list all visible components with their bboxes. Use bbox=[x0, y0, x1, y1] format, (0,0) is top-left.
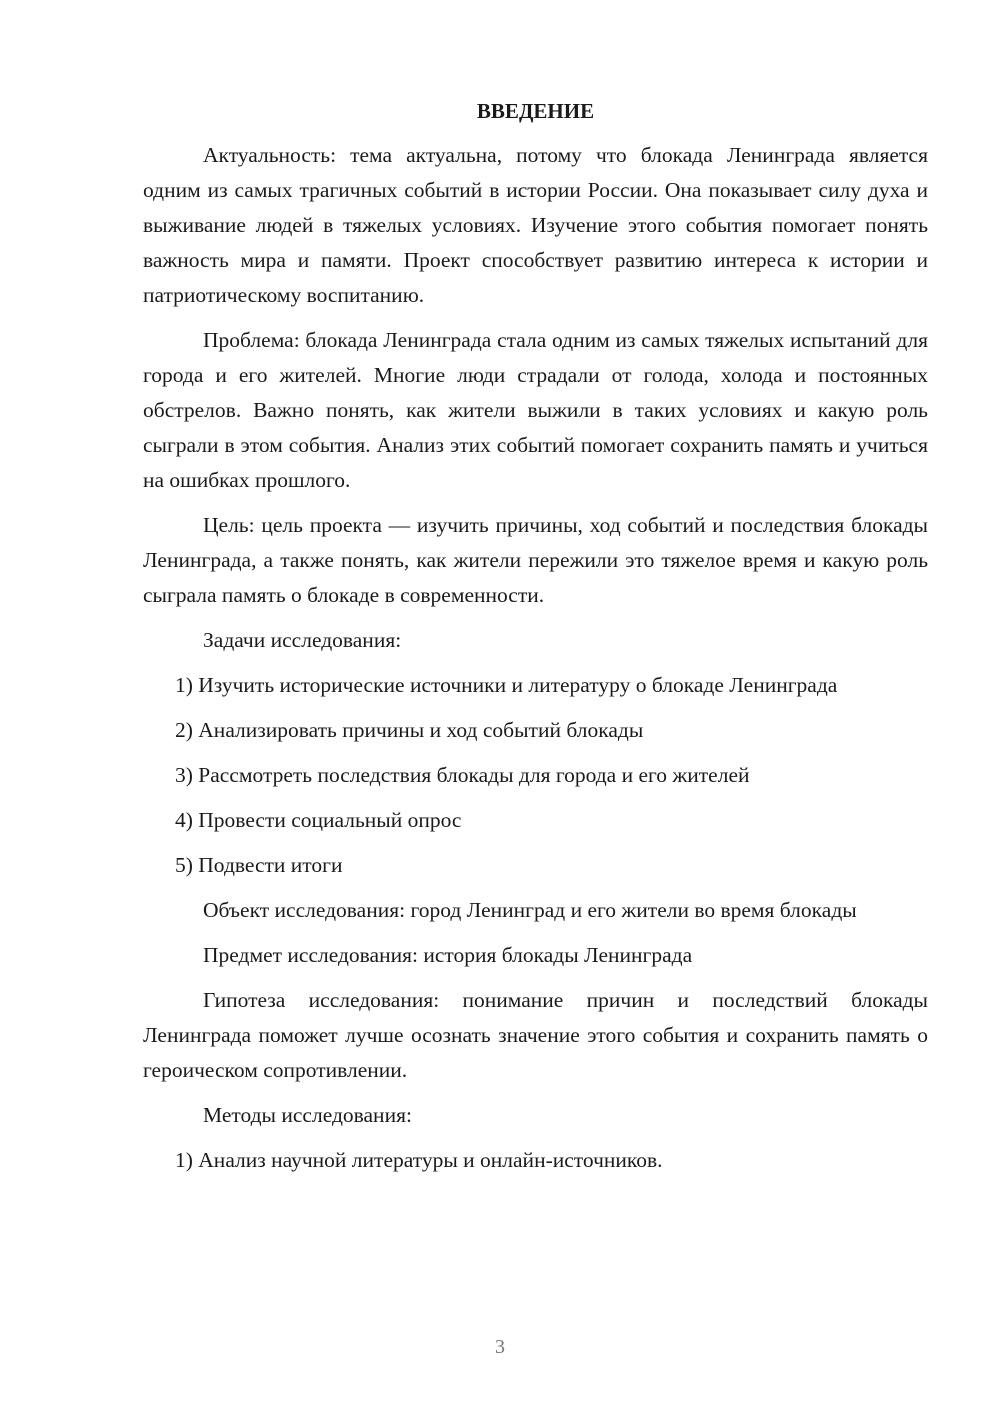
hypothesis-paragraph: Гипотеза исследования: понимание причин и последствий блокады Ленинграда поможет лучше осознать значение этого события и сохранить память о героическом сопротивлении. bbox=[143, 988, 928, 1082]
methods-heading: Методы исследования: bbox=[203, 1103, 412, 1127]
method-item: 1) Анализ научной литературы и онлайн-источников. bbox=[175, 1148, 663, 1172]
relevance-paragraph: Актуальность: тема актуальна, потому что блокада Ленинграда является одним из самых трагичных событий в истории России. Она показывает силу духа и выживание людей в тяжелых условиях. Изучение этого события помогает понять важность мира и памяти. Проект способствует развитию интереса к истории и патриотическому воспитанию. bbox=[143, 143, 928, 307]
page-number: 3 bbox=[495, 1336, 505, 1358]
subject-paragraph: Предмет исследования: история блокады Ленинграда bbox=[203, 943, 693, 967]
task-item: 2) Анализировать причины и ход событий блокады bbox=[175, 718, 644, 742]
task-item: 3) Рассмотреть последствия блокады для города и его жителей bbox=[175, 763, 750, 787]
goal-paragraph: Цель: цель проекта — изучить причины, ход событий и последствия блокады Ленинграда, а также понять, как жители пережили это тяжелое время и какую роль сыграла память о блокаде в современности. bbox=[143, 513, 928, 607]
task-item: 4) Провести социальный опрос bbox=[175, 808, 462, 832]
task-item: 1) Изучить исторические источники и литературу о блокаде Ленинграда bbox=[175, 673, 838, 697]
object-paragraph: Объект исследования: город Ленинград и его жители во время блокады bbox=[203, 898, 857, 922]
problem-paragraph: Проблема: блокада Ленинграда стала одним из самых тяжелых испытаний для города и его жителей. Многие люди страдали от голода, холода и постоянных обстрелов. Важно понять, как жители выжили в таких условиях и какую роль сыграли в этом события. Анализ этих событий помогает сохранить память и учиться на ошибках прошлого. bbox=[143, 328, 928, 492]
task-item: 5) Подвести итоги bbox=[175, 853, 343, 877]
tasks-heading: Задачи исследования: bbox=[203, 628, 402, 652]
section-title: ВВЕДЕНИЕ bbox=[476, 99, 595, 123]
document-body bbox=[143, 96, 928, 1188]
